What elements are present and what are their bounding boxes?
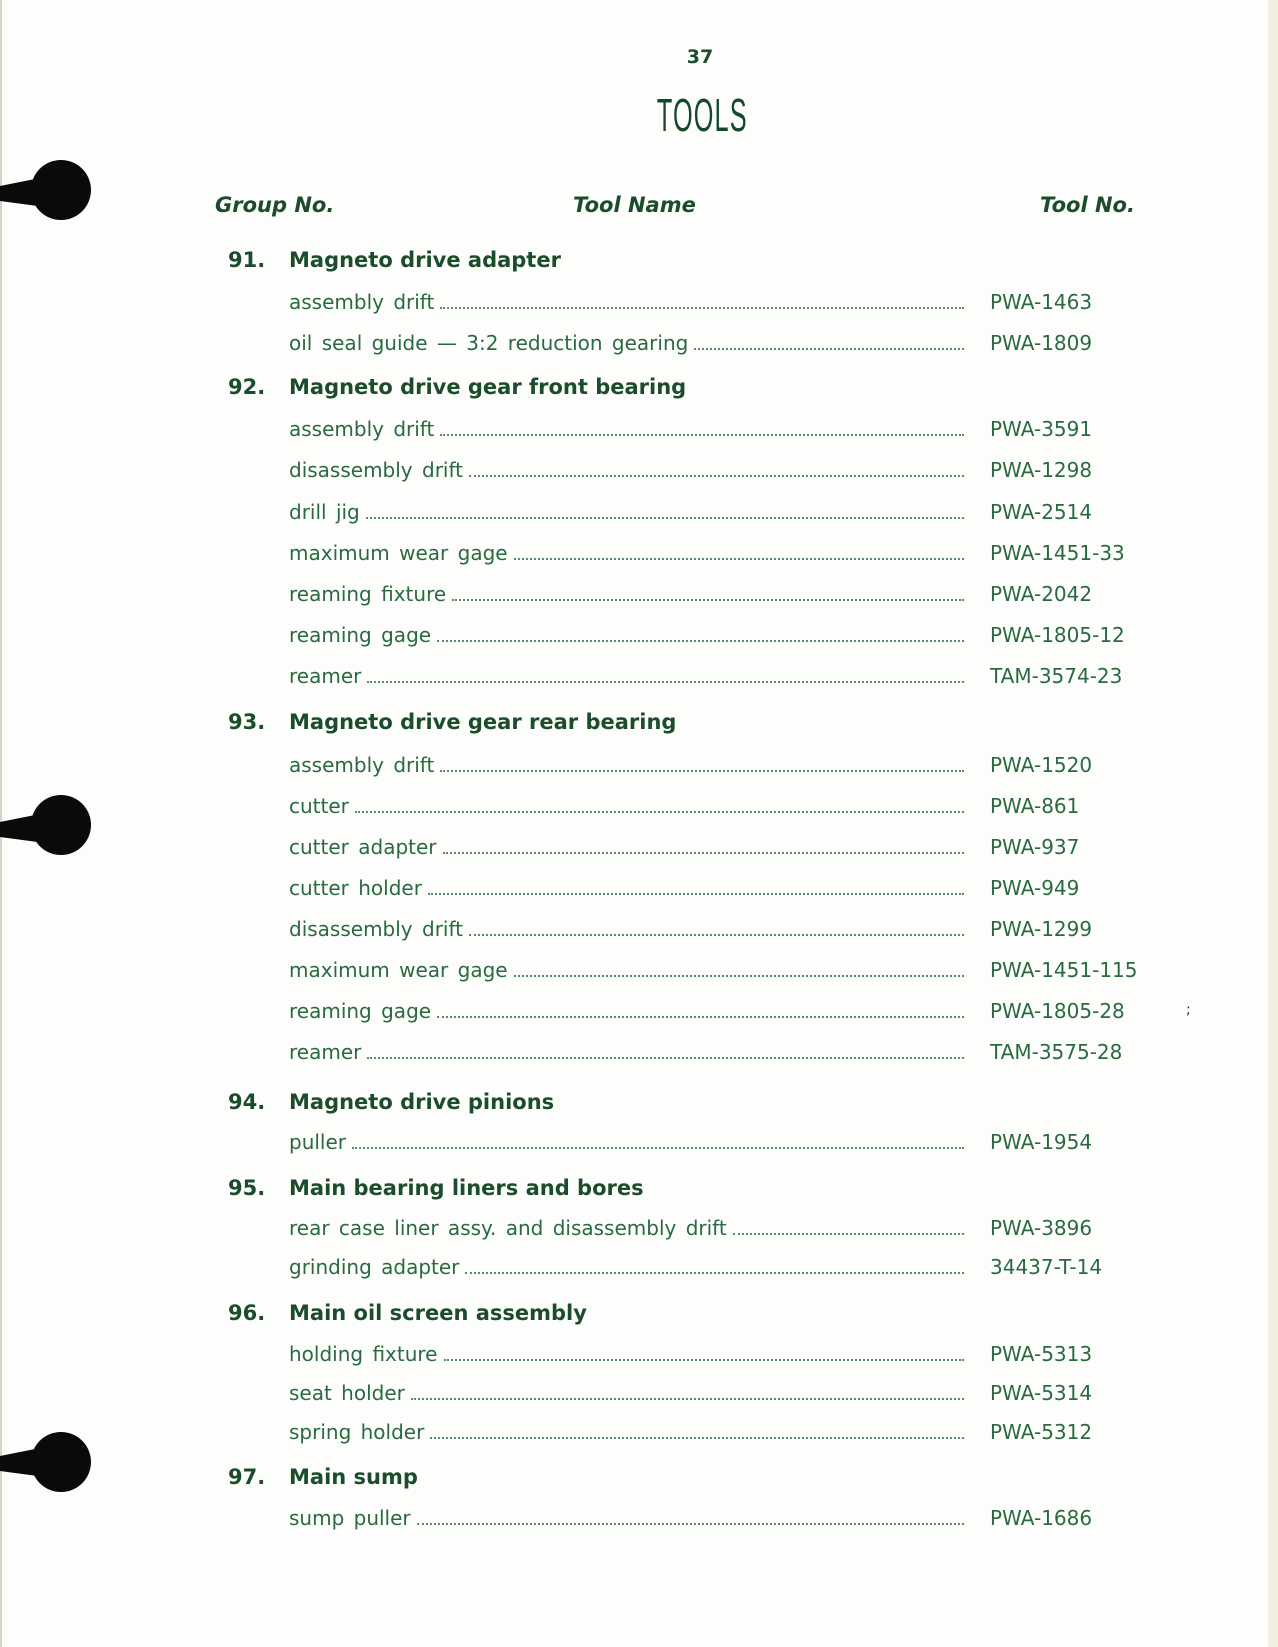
group-title: Main sump xyxy=(289,1465,418,1489)
dot-leader xyxy=(469,934,964,936)
dot-leader xyxy=(367,681,964,683)
tool-number: PWA-937 xyxy=(990,835,1080,859)
tool-number: PWA-1809 xyxy=(990,331,1093,355)
dot-leader xyxy=(514,975,964,977)
group-title: Magneto drive adapter xyxy=(289,248,561,272)
group-number: 92. xyxy=(228,375,266,399)
list-item xyxy=(289,1130,964,1154)
tool-number: PWA-1451-115 xyxy=(990,958,1138,982)
list-item xyxy=(289,999,964,1023)
list-item xyxy=(289,1255,964,1279)
dot-leader xyxy=(440,307,964,309)
tool-number: TAM-3575-28 xyxy=(990,1040,1123,1064)
list-item xyxy=(289,876,964,900)
tool-name: reaming gage xyxy=(289,623,432,647)
binder-hole-icon xyxy=(31,795,91,855)
list-item xyxy=(289,958,964,982)
list-item xyxy=(289,917,964,941)
dot-leader xyxy=(444,1359,965,1361)
group-number: 93. xyxy=(228,710,266,734)
group-number: 96. xyxy=(228,1301,266,1325)
dot-leader xyxy=(437,640,964,642)
list-item xyxy=(289,541,964,565)
tool-name: seat holder xyxy=(289,1381,405,1405)
dot-leader xyxy=(469,475,964,477)
tool-name: rear case liner assy. and disassembly drift xyxy=(289,1216,727,1240)
dot-leader xyxy=(514,558,964,560)
tool-number: PWA-1299 xyxy=(990,917,1093,941)
group-title: Main oil screen assembly xyxy=(289,1301,587,1325)
tool-name: disassembly drift xyxy=(289,917,464,941)
column-header-group: Group No. xyxy=(215,193,335,217)
tool-number: PWA-5312 xyxy=(990,1420,1093,1444)
tool-name: puller xyxy=(289,1130,347,1154)
dot-leader xyxy=(694,348,964,350)
tool-number: PWA-3591 xyxy=(990,417,1093,441)
list-item xyxy=(289,1506,964,1530)
group-title: Main bearing liners and bores xyxy=(289,1176,644,1200)
tool-name: reamer xyxy=(289,664,362,688)
tool-number: PWA-3896 xyxy=(990,1216,1093,1240)
list-item xyxy=(289,664,964,688)
tool-number: PWA-1520 xyxy=(990,753,1093,777)
tool-number: TAM-3574-23 xyxy=(990,664,1123,688)
tool-name: drill jig xyxy=(289,500,360,524)
tool-number: 34437-T-14 xyxy=(990,1255,1103,1279)
list-item xyxy=(289,331,964,355)
binder-hole-icon xyxy=(31,1432,91,1492)
dot-leader xyxy=(440,770,964,772)
tool-name: cutter holder xyxy=(289,876,422,900)
tool-name: maximum wear gage xyxy=(289,541,508,565)
dot-leader xyxy=(440,434,964,436)
list-item xyxy=(289,582,964,606)
list-item xyxy=(289,794,964,818)
tool-name: sump puller xyxy=(289,1506,411,1530)
tool-name: grinding adapter xyxy=(289,1255,460,1279)
group-title: Magneto drive gear rear bearing xyxy=(289,710,677,734)
binder-hole-icon xyxy=(31,160,91,220)
tool-number: PWA-2514 xyxy=(990,500,1093,524)
column-header-tool-no: Tool No. xyxy=(1040,193,1135,217)
list-item xyxy=(289,753,964,777)
tool-number: PWA-1451-33 xyxy=(990,541,1125,565)
list-item xyxy=(289,290,964,314)
dot-leader xyxy=(366,517,964,519)
tool-name: reamer xyxy=(289,1040,362,1064)
tool-number: PWA-5313 xyxy=(990,1342,1093,1366)
tool-name: spring holder xyxy=(289,1420,425,1444)
tool-number: PWA-1463 xyxy=(990,290,1093,314)
dot-leader xyxy=(367,1057,964,1059)
dot-leader xyxy=(452,599,964,601)
list-item xyxy=(289,1216,964,1240)
tool-name: assembly drift xyxy=(289,290,435,314)
tool-number: PWA-861 xyxy=(990,794,1080,818)
page-edge-right xyxy=(1268,0,1278,1647)
tool-name: reaming gage xyxy=(289,999,432,1023)
list-item xyxy=(289,835,964,859)
dot-leader xyxy=(352,1147,964,1149)
tool-name: reaming fixture xyxy=(289,582,447,606)
tool-name: disassembly drift xyxy=(289,458,464,482)
dot-leader xyxy=(443,852,964,854)
tool-name: maximum wear gage xyxy=(289,958,508,982)
dot-leader xyxy=(430,1437,964,1439)
group-number: 94. xyxy=(228,1090,266,1114)
tool-number: PWA-1805-12 xyxy=(990,623,1125,647)
group-title: Magneto drive pinions xyxy=(289,1090,555,1114)
dot-leader xyxy=(428,893,964,895)
group-title: Magneto drive gear front bearing xyxy=(289,375,687,399)
list-item xyxy=(289,500,964,524)
tool-name: assembly drift xyxy=(289,753,435,777)
tool-name: holding fixture xyxy=(289,1342,438,1366)
tool-number: PWA-1805-28 xyxy=(990,999,1125,1023)
tool-name: oil seal guide — 3:2 reduction gearing xyxy=(289,331,689,355)
column-header-tool-name: Tool Name xyxy=(573,193,696,217)
tool-number: PWA-949 xyxy=(990,876,1080,900)
tool-name: assembly drift xyxy=(289,417,435,441)
list-item xyxy=(289,1381,964,1405)
dot-leader xyxy=(733,1233,964,1235)
tool-number: PWA-1954 xyxy=(990,1130,1093,1154)
dot-leader xyxy=(355,811,964,813)
dot-leader xyxy=(417,1523,964,1525)
tool-number: PWA-2042 xyxy=(990,582,1093,606)
tool-name: cutter adapter xyxy=(289,835,437,859)
tool-number: PWA-1686 xyxy=(990,1506,1093,1530)
list-item xyxy=(289,623,964,647)
group-number: 91. xyxy=(228,248,266,272)
group-number: 97. xyxy=(228,1465,266,1489)
group-number: 95. xyxy=(228,1176,266,1200)
dot-leader xyxy=(411,1398,964,1400)
list-item xyxy=(289,458,964,482)
page-number: 37 xyxy=(686,46,714,68)
dot-leader xyxy=(437,1016,964,1018)
tool-name: cutter xyxy=(289,794,349,818)
tool-number: PWA-1298 xyxy=(990,458,1093,482)
list-item xyxy=(289,1420,964,1444)
page-title: TOOLS xyxy=(656,89,748,141)
list-item xyxy=(289,1342,964,1366)
list-item xyxy=(289,1040,964,1064)
tool-number: PWA-5314 xyxy=(990,1381,1093,1405)
stray-mark: ; xyxy=(1186,1002,1191,1018)
dot-leader xyxy=(465,1272,964,1274)
list-item xyxy=(289,417,964,441)
